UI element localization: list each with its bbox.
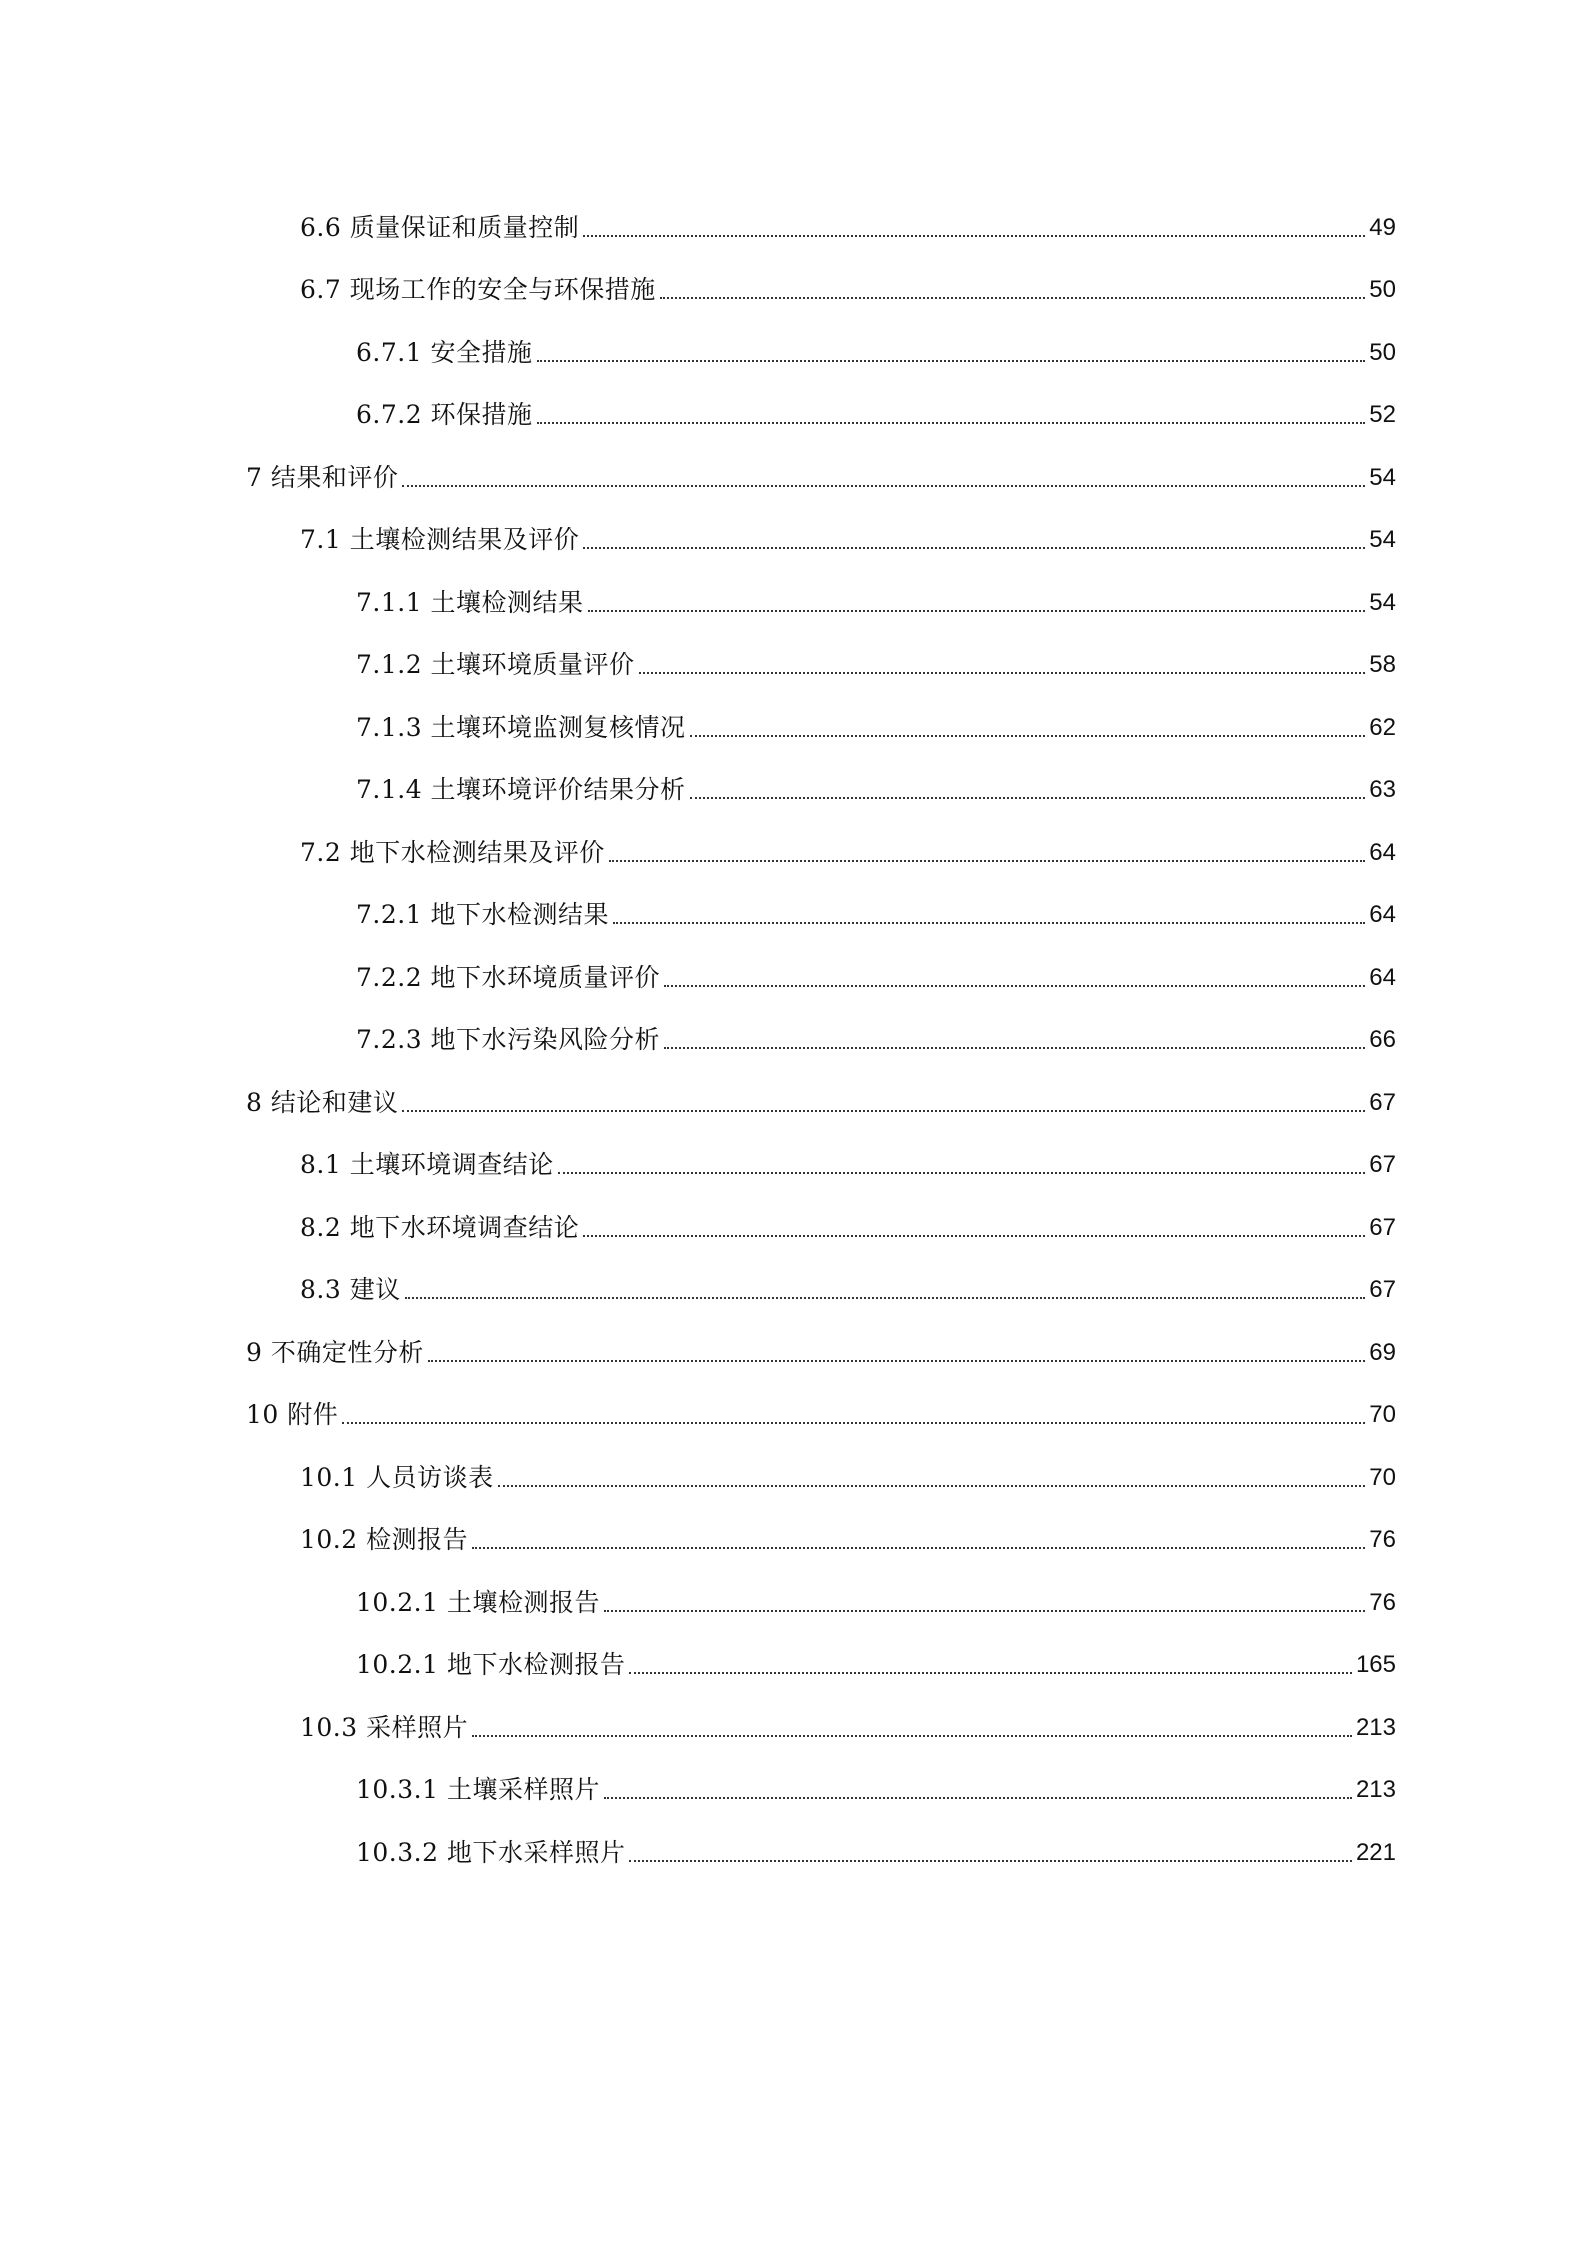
toc-entry-title: 10.3 采样照片 — [300, 1712, 469, 1742]
toc-entry[interactable] — [246, 878, 1396, 941]
toc-entry[interactable] — [246, 190, 1396, 253]
toc-entry-page: 221 — [1355, 1838, 1396, 1866]
toc-dot-leader — [583, 235, 1365, 237]
toc-entry[interactable] — [246, 565, 1396, 628]
toc-entry-page: 64 — [1369, 838, 1396, 866]
toc-entry[interactable] — [246, 815, 1396, 878]
toc-entry[interactable] — [246, 753, 1396, 816]
toc-entry-page: 165 — [1355, 1651, 1396, 1678]
toc-entry-title: 7.2 地下水检测结果及评价 — [300, 837, 605, 867]
toc-dot-leader — [588, 610, 1366, 612]
toc-entry-page: 50 — [1369, 338, 1396, 366]
toc-entry-title: 7.2.3 地下水污染风险分析 — [356, 1025, 661, 1054]
toc-dot-leader — [664, 985, 1365, 987]
toc-entry-title: 10 附件 — [246, 1400, 339, 1429]
toc-dot-leader — [629, 1672, 1351, 1674]
toc-entry[interactable] — [246, 315, 1396, 378]
toc-dot-leader — [629, 1860, 1351, 1862]
toc-entry-page: 70 — [1369, 1401, 1396, 1428]
toc-dot-leader — [583, 547, 1365, 549]
toc-dot-leader — [405, 1297, 1366, 1299]
toc-entry-page: 67 — [1369, 1276, 1396, 1303]
toc-entry-page: 54 — [1369, 588, 1396, 616]
toc-entry[interactable] — [246, 1690, 1396, 1753]
toc-dot-leader — [604, 1797, 1352, 1799]
toc-entry-title: 8.2 地下水环境调查结论 — [300, 1212, 580, 1242]
toc-entry-title: 10.3.2 地下水采样照片 — [356, 1837, 626, 1867]
toc-entry[interactable] — [246, 940, 1396, 1003]
table-of-contents — [246, 190, 1396, 1878]
toc-entry-page: 67 — [1369, 1213, 1396, 1241]
toc-entry-page: 58 — [1369, 651, 1396, 678]
toc-entry-page: 76 — [1369, 1588, 1396, 1616]
toc-entry[interactable] — [246, 1065, 1396, 1128]
toc-entry-title: 7.2.2 地下水环境质量评价 — [356, 962, 661, 992]
toc-entry-title: 7.1.4 土壤环境评价结果分析 — [356, 775, 686, 804]
toc-dot-leader — [472, 1547, 1365, 1549]
toc-entry[interactable] — [246, 1378, 1396, 1441]
toc-entry[interactable] — [246, 1253, 1396, 1316]
toc-entry-page: 66 — [1369, 1026, 1396, 1053]
toc-entry[interactable] — [246, 1440, 1396, 1503]
toc-entry-page: 69 — [1369, 1338, 1396, 1366]
toc-dot-leader — [498, 1485, 1366, 1487]
toc-entry[interactable] — [246, 378, 1396, 441]
toc-entry-title: 8.1 土壤环境调查结论 — [300, 1150, 554, 1179]
toc-entry-title: 10.2.1 土壤检测报告 — [356, 1587, 600, 1617]
toc-entry-title: 6.7.2 环保措施 — [356, 400, 533, 429]
toc-dot-leader — [660, 297, 1366, 299]
toc-entry[interactable] — [246, 1815, 1396, 1878]
toc-entry[interactable] — [246, 690, 1396, 753]
toc-entry-page: 50 — [1369, 276, 1396, 303]
toc-entry[interactable] — [246, 1190, 1396, 1253]
toc-entry-title: 7.1 土壤检测结果及评价 — [300, 525, 580, 554]
toc-entry-title: 7.1.1 土壤检测结果 — [356, 587, 584, 617]
toc-entry-page: 70 — [1369, 1463, 1396, 1491]
toc-dot-leader — [558, 1172, 1366, 1174]
toc-entry-title: 10.1 人员访谈表 — [300, 1462, 494, 1492]
toc-entry-title: 8.3 建议 — [300, 1275, 401, 1304]
toc-entry-page: 64 — [1369, 901, 1396, 928]
toc-dot-leader — [609, 860, 1366, 862]
toc-entry-page: 54 — [1369, 526, 1396, 553]
toc-entry-page: 52 — [1369, 401, 1396, 428]
toc-dot-leader — [537, 422, 1366, 424]
toc-entry-title: 8 结论和建议 — [246, 1087, 399, 1117]
toc-entry[interactable] — [246, 440, 1396, 503]
toc-entry-page: 64 — [1369, 963, 1396, 991]
toc-entry[interactable] — [246, 253, 1396, 316]
toc-entry-title: 7.2.1 地下水检测结果 — [356, 900, 610, 929]
toc-dot-leader — [690, 797, 1366, 799]
toc-dot-leader — [690, 735, 1366, 737]
toc-entry[interactable] — [246, 1503, 1396, 1566]
toc-dot-leader — [472, 1735, 1352, 1737]
toc-dot-leader — [402, 1110, 1365, 1112]
toc-entry[interactable] — [246, 503, 1396, 566]
toc-dot-leader — [639, 672, 1366, 674]
toc-entry-page: 62 — [1369, 713, 1396, 741]
toc-dot-leader — [664, 1047, 1365, 1049]
toc-entry[interactable] — [246, 1315, 1396, 1378]
toc-dot-leader — [537, 360, 1366, 362]
toc-entry[interactable] — [246, 1628, 1396, 1691]
toc-entry-page: 213 — [1355, 1776, 1396, 1803]
toc-entry-page: 54 — [1369, 463, 1396, 491]
toc-entry-title: 9 不确定性分析 — [246, 1337, 424, 1367]
toc-entry[interactable] — [246, 1128, 1396, 1191]
toc-entry-page: 213 — [1355, 1713, 1396, 1741]
toc-entry-title: 6.6 质量保证和质量控制 — [300, 212, 580, 242]
toc-entry[interactable] — [246, 1753, 1396, 1816]
toc-entry[interactable] — [246, 628, 1396, 691]
toc-dot-leader — [342, 1422, 1365, 1424]
toc-entry-title: 7.1.3 土壤环境监测复核情况 — [356, 712, 686, 742]
toc-entry[interactable] — [246, 1003, 1396, 1066]
toc-entry-title: 10.2 检测报告 — [300, 1525, 469, 1554]
toc-entry-page: 49 — [1369, 213, 1396, 241]
toc-entry-page: 67 — [1369, 1088, 1396, 1116]
toc-entry[interactable] — [246, 1565, 1396, 1628]
toc-dot-leader — [402, 485, 1365, 487]
toc-entry-page: 67 — [1369, 1151, 1396, 1178]
toc-dot-leader — [613, 922, 1365, 924]
toc-entry-title: 7.1.2 土壤环境质量评价 — [356, 650, 635, 679]
toc-entry-title: 10.3.1 土壤采样照片 — [356, 1775, 600, 1804]
toc-entry-title: 10.2.1 地下水检测报告 — [356, 1650, 626, 1679]
toc-dot-leader — [604, 1610, 1365, 1612]
toc-entry-page: 76 — [1369, 1526, 1396, 1553]
toc-entry-title: 6.7 现场工作的安全与环保措施 — [300, 275, 656, 304]
toc-dot-leader — [428, 1360, 1365, 1362]
toc-entry-title: 6.7.1 安全措施 — [356, 337, 533, 367]
toc-entry-title: 7 结果和评价 — [246, 462, 399, 492]
toc-dot-leader — [583, 1235, 1365, 1237]
toc-entry-page: 63 — [1369, 776, 1396, 803]
